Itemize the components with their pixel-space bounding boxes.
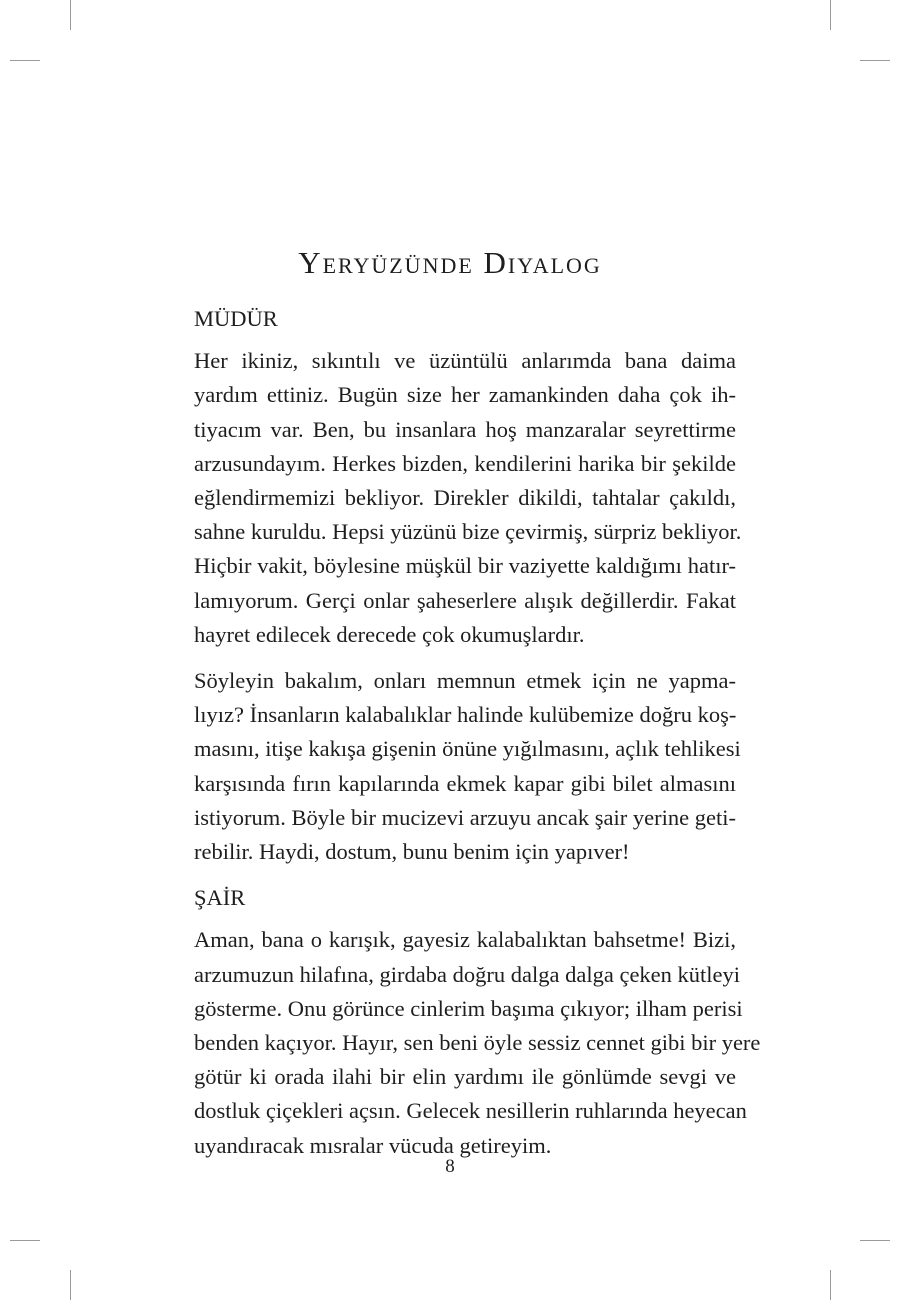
crop-mark-top-left-vertical xyxy=(70,0,71,30)
paragraph-2 xyxy=(166,664,741,869)
text-line: istiyorum. Böyle bir mucizevi arzuyu ancak şair yerine geti- xyxy=(194,804,736,830)
text-line: benden kaçıyor. Hayır, sen beni öyle sessiz cennet gibi bir yere xyxy=(194,1030,761,1056)
text-line: karşısında fırın kapılarında ekmek kapar gibi bilet almasını xyxy=(194,770,736,796)
paragraph-3 xyxy=(166,923,761,1162)
text-line: uyandıracak mısralar vücuda getireyim. xyxy=(194,1132,552,1158)
paragraph-1 xyxy=(166,344,742,652)
text-line: arzumuzun hilafına, girdaba doğru dalga dalga çeken kütleyi xyxy=(194,961,741,987)
speaker-sair: ŞAİR xyxy=(194,885,246,911)
text-line: dostluk çiçekleri açsın. Gelecek nesillerin ruhlarında heyecan xyxy=(194,1098,747,1124)
chapter-title: Yeryüzünde Diyalog xyxy=(298,245,602,280)
text-line: götür ki orada ilahi bir elin yardımı ile gönlümde sevgi ve xyxy=(194,1064,736,1090)
text-line: tiyacım var. Ben, bu insanlara hoş manzaralar seyrettirme xyxy=(194,416,736,442)
text-line: lıyız? İnsanların kalabalıklar halinde kulübemize doğru koş- xyxy=(194,702,737,728)
text-line: gösterme. Onu görünce cinlerim başıma çıkıyor; ilham perisi xyxy=(194,995,743,1021)
text-line: lamıyorum. Gerçi onlar şaheserlere alışık değillerdir. Fakat xyxy=(194,587,736,613)
text-line: Her ikiniz, sıkıntılı ve üzüntülü anlarımda bana daima xyxy=(194,348,736,374)
crop-mark-bottom-left-vertical xyxy=(70,1270,71,1300)
text-line: yardım ettiniz. Bugün size her zamankinden daha çok ih- xyxy=(194,382,736,408)
speaker-mudur: MÜDÜR xyxy=(194,306,278,331)
text-line: Hiçbir vakit, böylesine müşkül bir vaziyette kaldığımı hatır- xyxy=(194,553,736,579)
text-line: sahne kuruldu. Hepsi yüzünü bize çevirmiş, sürpriz bekliyor. xyxy=(194,519,742,545)
text-line: Aman, bana o karışık, gayesiz kalabalıktan bahsetme! Bizi, xyxy=(194,927,736,953)
crop-mark-bottom-right-horizontal xyxy=(860,1240,890,1241)
text-line: hayret edilecek derecede çok okumuşlardır. xyxy=(194,621,585,647)
text-line: masını, itişe kakışa gişenin önüne yığılmasını, açlık tehlikesi xyxy=(194,736,741,762)
text-line: arzusundayım. Herkes bizden, kendilerini harika bir şekilde xyxy=(194,450,736,476)
crop-mark-top-left-horizontal xyxy=(10,60,40,61)
page-body xyxy=(166,302,761,1175)
crop-mark-top-right-vertical xyxy=(830,0,831,30)
crop-mark-top-right-horizontal xyxy=(860,60,890,61)
crop-mark-bottom-right-vertical xyxy=(830,1270,831,1300)
text-line: Söyleyin bakalım, onları memnun etmek için ne yapma- xyxy=(194,668,736,694)
text-line: eğlendirmemizi bekliyor. Direkler dikildi, tahtalar çakıldı, xyxy=(194,485,736,511)
text-line: rebilir. Haydi, dostum, bunu benim için yapıver! xyxy=(194,839,630,865)
crop-mark-bottom-left-horizontal xyxy=(10,1240,40,1241)
page-number: 8 xyxy=(445,1156,455,1177)
